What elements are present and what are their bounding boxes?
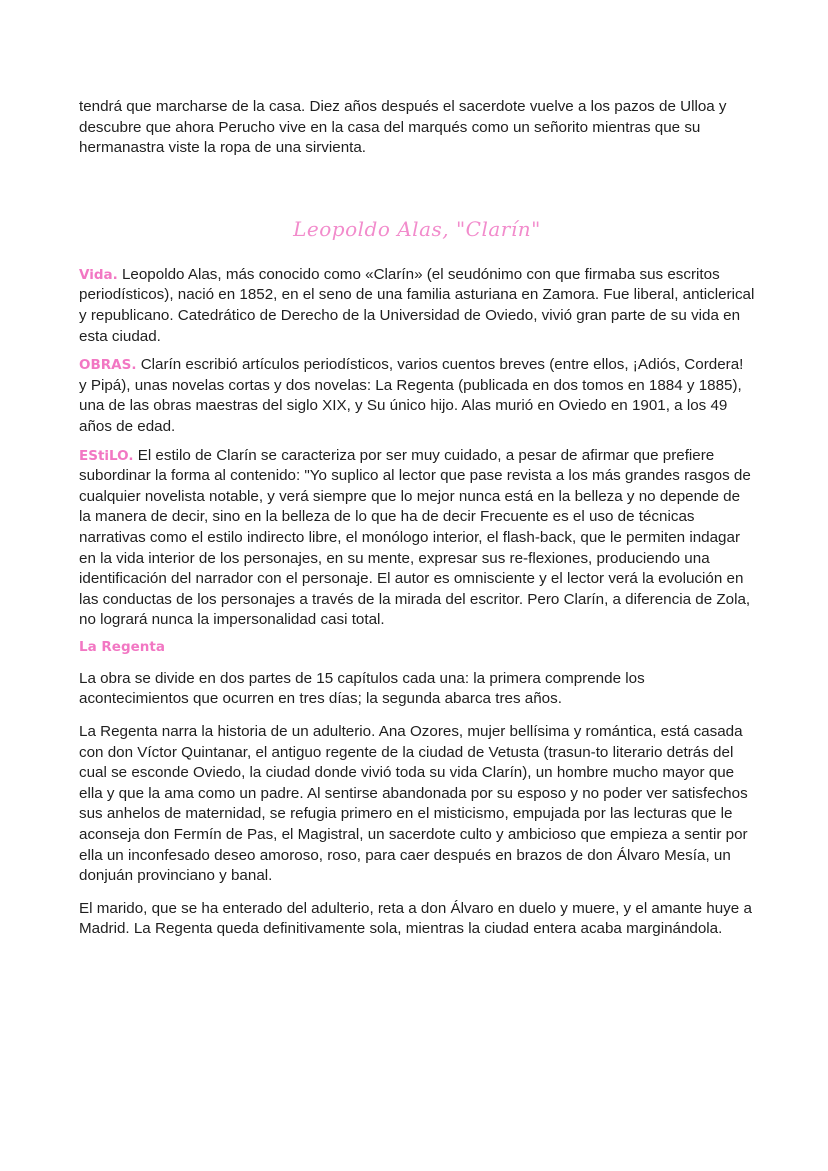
intro-paragraph: tendrá que marcharse de la casa. Diez años después el sacerdote vuelve a los pazos de Ulloa y descubre que ahora Perucho vive en la casa del marqués como un señorito mientras que su hermanastra viste la ropa de una sirvienta. xyxy=(79,98,727,157)
obras-label: OBRAS. xyxy=(79,357,137,374)
vida-paragraph xyxy=(79,265,755,347)
estilo-label: EStiLO. xyxy=(79,447,134,464)
regenta-paragraph-3: El marido, que se ha enterado del adulterio, reta a don Álvaro en duelo y muere, y el amante huye a Madrid. La Regenta queda definitivamente sola, mientras la ciudad entera acaba marginándola. xyxy=(79,899,752,938)
regenta-paragraph-2: La Regenta narra la historia de un adulterio. Ana Ozores, mujer bellísima y romántica, está casada con don Víctor Quintanar, el antiguo regente de la ciudad de Vetusta (trasun-to literario detrás del cual se esconde Oviedo, la ciudad donde vivió toda su vida Clarín), un hombre mucho mayor que ella y que la ama como un padre. Al sentirse abandonada por su esposo y no poder ver satisfechos sus anhelos de maternidad, se refugia primero en el misticismo, empujada por las lecturas que le aconseja don Fermín de Pas, el Magistral, un sacerdote culto y ambicioso que empieza a sentir por ella un inconfesado deseo amoroso, roso, para caer después en brazos de don Álvaro Mesía, un donjuán provinciano y banal. xyxy=(79,723,748,885)
obras-paragraph xyxy=(79,355,755,437)
regenta-paragraph-1: La obra se divide en dos partes de 15 capítulos cada una: la primera comprende los acontecimientos que ocurren en tres días; la segunda abarca tres años. xyxy=(79,669,645,708)
estilo-paragraph xyxy=(79,446,755,631)
document-page xyxy=(79,97,755,952)
vida-label: Vida. xyxy=(79,266,118,283)
section-title: Leopoldo Alas, "Clarín" xyxy=(293,216,541,241)
vida-text: Leopoldo Alas, más conocido como «Clarín» (el seudónimo con que firmaba sus escritos periodísticos), nació en 1852, en el seno de una familia asturiana en Zamora. Fue liberal, anticlerical y republicano. Catedrático de Derecho de la Universidad de Oviedo, vivió gran parte de su vida en esta ciudad. xyxy=(79,265,755,345)
obras-text: Clarín escribió artículos periodísticos, varios cuentos breves (entre ellos, ¡Adiós, Cordera! y Pipá), unas novelas cortas y dos novelas: La Regenta (publicada en dos tomos en 1884 y 1885), una de las obras maestras del siglo XIX, y Su único hijo. Alas murió en Oviedo en 1901, a los 49 años de edad. xyxy=(79,356,744,435)
estilo-text: El estilo de Clarín se caracteriza por ser muy cuidado, a pesar de afirmar que prefiere subordinar la forma al contenido: "Yo suplico al lector que pase revista a los más grandes rasgos de cualquier novelista notable, y verá siempre que lo mejor nunca está en la belleza y no depende de la manera de decir, sino en la belleza de lo que ha de decir Frecuente es el uso de técnicas narrativas como el estilo indirecto libre, el monólogo interior, el flash-back, que le permiten indagar en la vida interior de los personajes, en su mente, expresar sus re-flexiones, produciendo una identificación del narrador con el personaje. El autor es omnisciente y el lector verá la evolución en las conductas de los personajes a través de la mirada del escritor. Pero Clarín, a diferencia de Zola, no logrará nunca la impersonalidad casi total. xyxy=(79,446,751,629)
regenta-heading: La Regenta xyxy=(79,638,165,655)
